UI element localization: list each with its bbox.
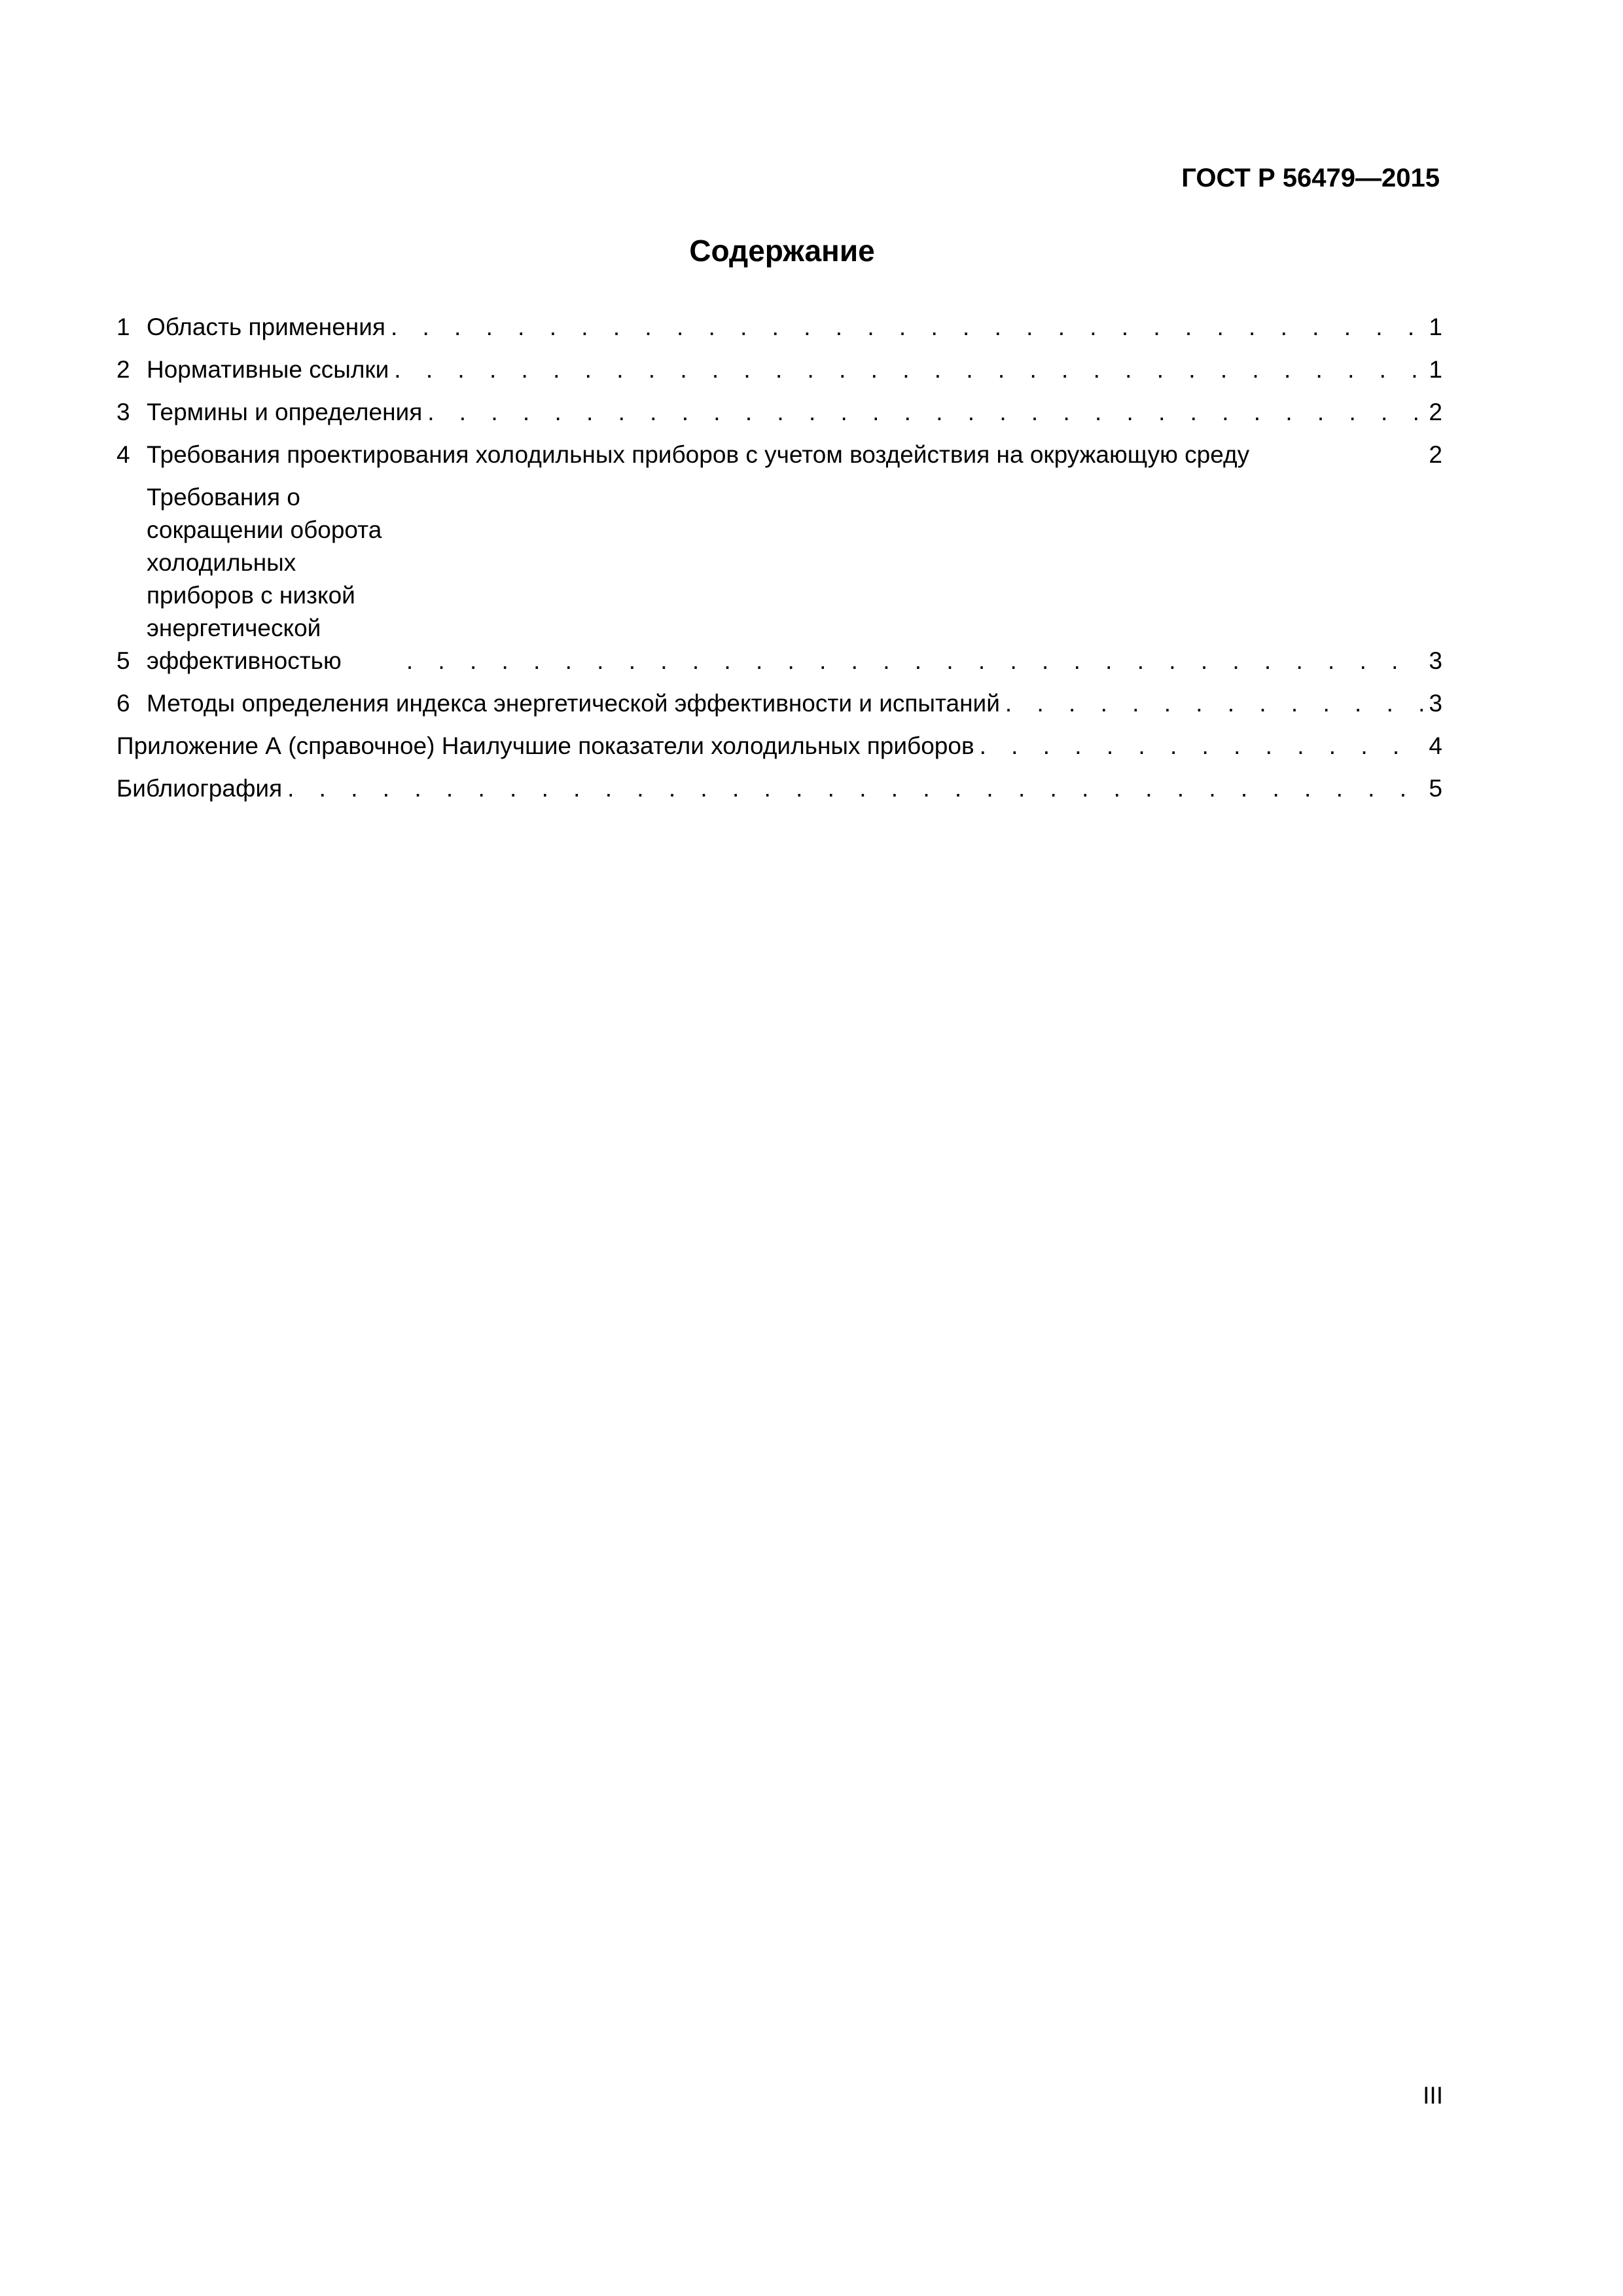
toc-dot-leader xyxy=(394,353,1423,386)
toc-entry-page: 2 xyxy=(1429,441,1442,468)
toc-entry-page: 1 xyxy=(1429,356,1442,383)
toc-entry-title: Область применения xyxy=(147,314,385,340)
page-number: III xyxy=(1423,2082,1443,2109)
toc-entry-title: Приложение А (справочное) Наилучшие показатели холодильных приборов xyxy=(116,732,974,759)
toc-entry-title: Нормативные ссылки xyxy=(147,356,389,383)
toc-entry-page: 3 xyxy=(1429,647,1442,674)
toc-dot-leader xyxy=(427,396,1423,429)
document-code: ГОСТ Р 56479—2015 xyxy=(1181,164,1440,192)
toc-entry-page: 2 xyxy=(1429,399,1442,425)
toc-entry-number: 6 xyxy=(116,690,130,717)
toc-entry[interactable] xyxy=(116,687,1442,720)
toc-entry-page: 1 xyxy=(1429,314,1442,340)
toc-dot-leader xyxy=(406,645,1423,677)
toc-entry-number: 2 xyxy=(116,356,130,383)
toc-entry-title: Требования проектирования холодильных приборов с учетом воздействия на окружающую среду xyxy=(147,441,1250,468)
toc-entry[interactable] xyxy=(116,396,1442,429)
toc-entry[interactable] xyxy=(116,353,1442,386)
table-of-contents xyxy=(116,311,1442,815)
toc-entry-page: 4 xyxy=(1429,732,1442,759)
toc-entry-number: 5 xyxy=(116,647,130,674)
toc-entry-number: 1 xyxy=(116,314,130,340)
toc-entry-bibliography[interactable] xyxy=(116,772,1442,805)
toc-entry-title: Термины и определения xyxy=(147,399,423,425)
toc-entry-number: 3 xyxy=(116,399,130,425)
toc-entry[interactable] xyxy=(116,439,1442,471)
toc-entry-page: 5 xyxy=(1429,775,1442,802)
toc-entry-title: Методы определения индекса энергетической эффективности и испытаний xyxy=(147,690,1000,717)
toc-entry-title: Библиография xyxy=(116,775,283,802)
toc-entry-appendix[interactable] xyxy=(116,730,1442,762)
toc-dot-leader xyxy=(391,311,1423,344)
toc-dot-leader xyxy=(1005,687,1423,720)
toc-entry[interactable] xyxy=(116,311,1442,344)
toc-entry-title: Требования о сокращении оборота холодильных приборов с низкой энергетической эффективностью xyxy=(147,484,382,674)
toc-entry-page: 3 xyxy=(1429,690,1442,717)
toc-dot-leader xyxy=(287,772,1423,805)
toc-dot-leader xyxy=(980,730,1423,762)
toc-entry[interactable] xyxy=(116,481,1442,677)
toc-entry-number: 4 xyxy=(116,441,130,468)
toc-title: Содержание xyxy=(689,234,875,268)
